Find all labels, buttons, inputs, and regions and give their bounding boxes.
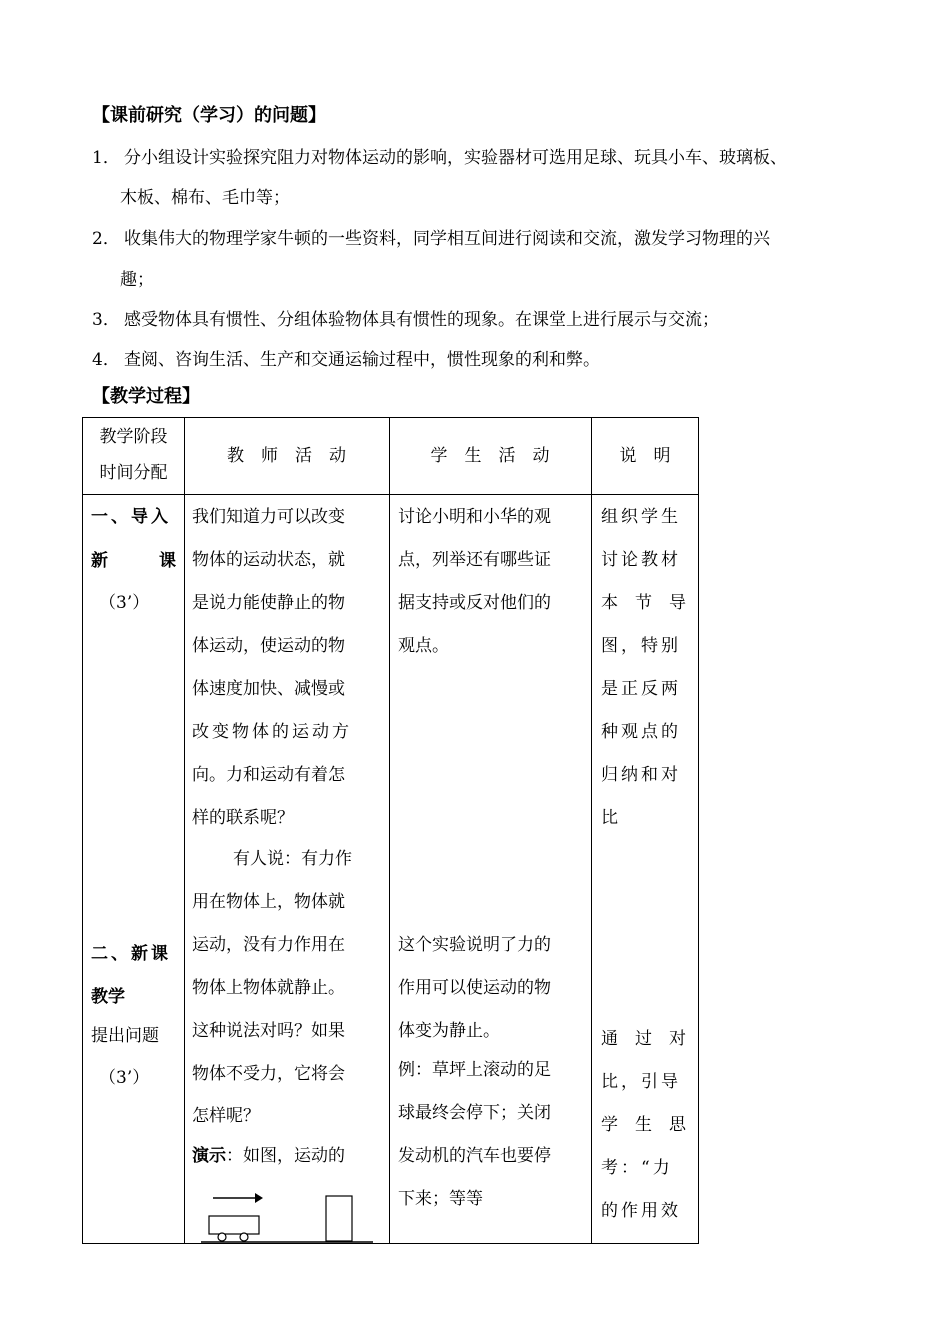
block-icon [326,1196,352,1241]
teacher-line: 我们知道力可以改变 [192,507,345,527]
student-line: 下来；等等 [398,1189,483,1209]
note-line: 本 节 导 [601,593,686,613]
table-divider [184,418,185,1243]
header-teacher-activity: 教 师 活 动 [227,446,346,466]
demo-text: ：如图，运动的 [226,1146,345,1166]
list-item-3-num: 3． [92,310,120,330]
note-line: 组织学生 [601,507,681,527]
student-line: 例：草坪上滚动的足 [398,1060,551,1080]
list-item-1-line2: 木板、棉布、毛巾等； [120,188,290,208]
section-title-preclass: 【课前研究（学习）的问题】 [92,105,326,126]
list-item-3-line1: 感受物体具有惯性、分组体验物体具有惯性的现象。在课堂上进行展示与交流； [124,310,719,330]
teacher-line: 体速度加快、减慢或 [192,679,345,699]
header-note: 说 明 [619,446,671,466]
teacher-line: 物体上物体就静止。 [192,978,345,998]
note-line: 通 过 对 [601,1029,686,1049]
cart-wheel-icon [218,1233,226,1241]
teacher-line: 体运动，使运动的物 [192,636,345,656]
list-item-4-num: 4． [92,350,120,370]
teacher-line: 物体的运动状态，就 [192,550,345,570]
teacher-line: 这种说法对吗？如果 [192,1021,345,1041]
list-item-4-line1: 查阅、咨询生活、生产和交通运输过程中，惯性现象的利和弊。 [124,350,600,370]
student-line: 点，列举还有哪些证 [398,550,551,570]
arrow-head-icon [255,1193,263,1203]
teacher-line: 样的联系呢？ [192,808,294,828]
header-student-activity: 学 生 活 动 [430,446,550,466]
stage-raise-question-time: （3’） [99,1068,150,1088]
table-divider [83,494,698,495]
note-line: 种观点的 [601,722,681,742]
section-title-process: 【教学过程】 [92,386,200,407]
student-line: 体变为静止。 [398,1021,500,1041]
teacher-line: 是说力能使静止的物 [192,593,345,613]
stage-raise-question: 提出问题 [91,1026,159,1046]
stage-new-lesson-teaching: 教学 [91,987,125,1007]
header-stage-line2: 时间分配 [99,463,168,483]
note-line: 比，引导 [601,1072,681,1092]
teacher-line: 改变物体的运动方 [192,722,352,742]
student-line: 这个实验说明了力的 [398,935,551,955]
student-line: 发动机的汽车也要停 [398,1146,551,1166]
table-divider [389,418,390,1243]
stage-intro-lesson: 课 [159,551,176,571]
teacher-demo-line [192,1141,345,1166]
teacher-line: 怎样呢？ [192,1106,260,1126]
stage-intro-title: 一、导入 [91,507,171,527]
note-line: 归纳和对 [601,765,681,785]
stage-intro-new: 新 [91,551,108,571]
teacher-line: 向。力和运动有着怎 [192,765,345,785]
note-line: 讨论教材 [601,550,681,570]
teacher-line: 有人说：有力作 [216,849,352,869]
teacher-line: 用在物体上，物体就 [192,892,345,912]
cart-body-icon [209,1216,259,1234]
student-line: 讨论小明和小华的观 [398,507,551,527]
teacher-line: 运动，没有力作用在 [192,935,345,955]
note-line: 考：“力 [601,1158,673,1178]
teaching-process-table [82,417,699,1244]
list-item-2-num: 2． [92,229,120,249]
note-line: 是正反两 [601,679,681,699]
cart-wheel-icon [240,1233,248,1241]
stage-new-lesson-title: 二、新课 [91,944,171,964]
note-line: 图，特别 [601,636,681,656]
table-divider [591,418,592,1243]
note-line: 的作用效 [601,1201,681,1221]
student-line: 观点。 [398,636,449,656]
header-stage-line1: 教学阶段 [99,427,168,447]
demo-cart-illustration [201,1188,381,1244]
list-item-2-line1: 收集伟大的物理学家牛顿的一些资料，同学相互间进行阅读和交流，激发学习物理的兴 [124,229,770,249]
list-item-1-line1: 分小组设计实验探究阻力对物体运动的影响，实验器材可选用足球、玩具小车、玻璃板、 [124,148,787,168]
note-line: 学 生 思 [601,1115,686,1135]
student-line: 球最终会停下；关闭 [398,1103,551,1123]
demo-label: 演示 [192,1146,226,1166]
list-item-1-num: 1． [92,148,120,168]
teacher-line: 物体不受力，它将会 [192,1064,345,1084]
list-item-2-line2: 趣； [120,270,154,290]
student-line: 作用可以使运动的物 [398,978,551,998]
stage-intro-time: （3’） [99,593,150,613]
note-line: 比 [601,808,618,828]
student-line: 据支持或反对他们的 [398,593,551,613]
